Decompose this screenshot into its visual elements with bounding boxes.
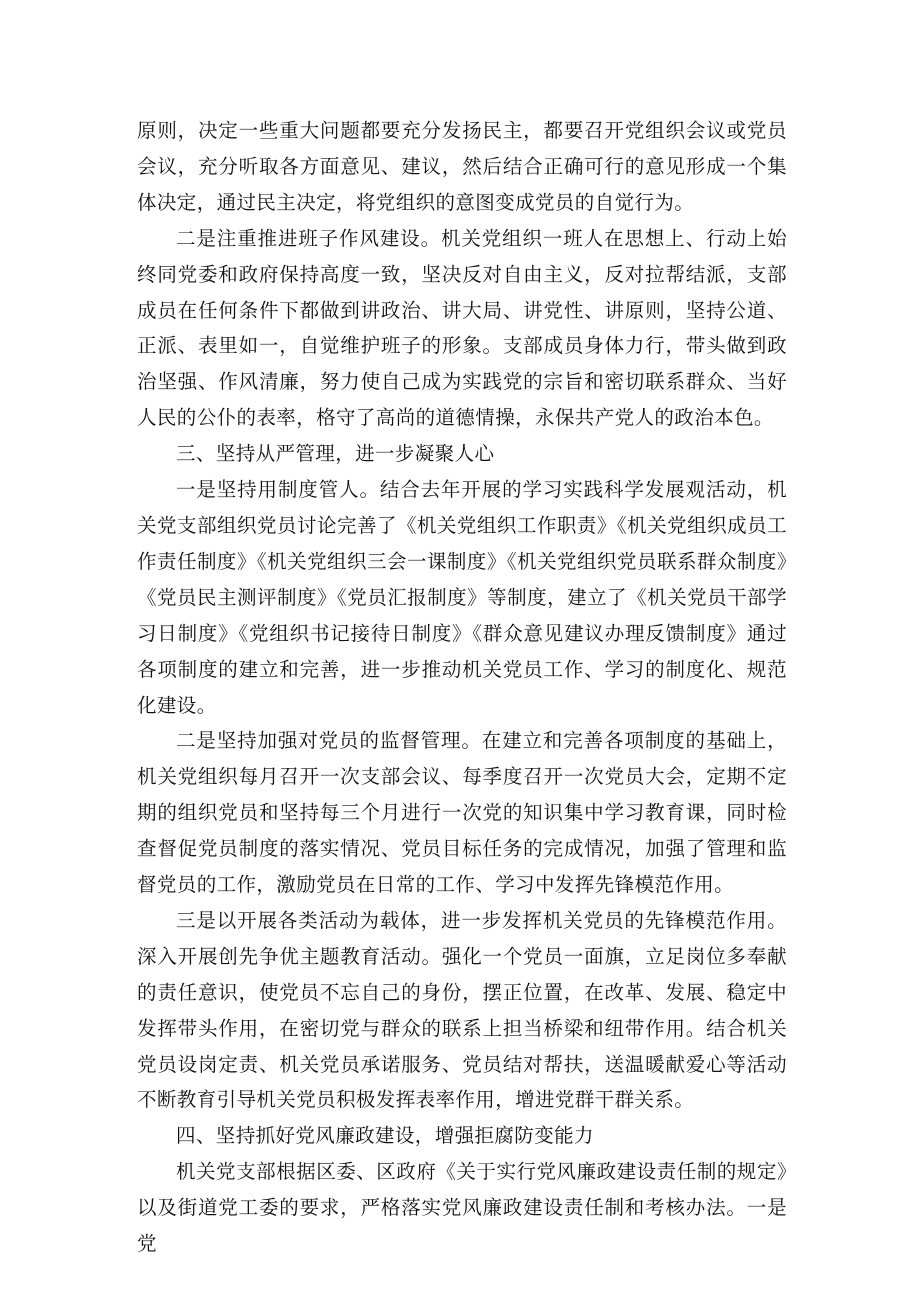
section-heading-clean-government: 四、坚持抓好党风廉政建设，增强拒腐防变能力 — [176, 1124, 594, 1148]
paragraph-supervision: 二是坚持加强对党员的监督管理。在建立和完善各项制度的基础上，机关党组织每月召开一次支部会议、每季度召开一次党员大会，定期不定期的组织党员和坚持每三个月进行一次党的知识集中学习教育课，同时检查督促党员制度的落实情况、党员目标任务的完成情况，加强了管理和监督党员的工作，激励党员在日常的工作、学习中发挥先锋模范作用。 — [137, 729, 787, 897]
paragraph-continuation: 原则，决定一些重大问题都要充分发扬民主，都要召开党组织会议或党员会议，充分听取各方面意见、建议，然后结合正确可行的意见形成一个集体决定，通过民主决定，将党组织的意图变成党员的自觉行为。 — [137, 119, 787, 214]
paragraph-responsibility-system: 机关党支部根据区委、区政府《关于实行党风廉政建设责任制的规定》以及街道党工委的要求，严格落实党风廉政建设责任制和考核办法。一是党 — [137, 1160, 787, 1256]
paragraph-activities: 三是以开展各类活动为载体，进一步发挥机关党员的先锋模范作用。深入开展创先争优主题教育活动。强化一个党员一面旗，立足岗位多奉献的责任意识，使党员不忘自己的身份，摆正位置，在改革、发展、稳定中发挥带头作用，在密切党与群众的联系上担当桥梁和纽带作用。结合机关党员设岗定责、机关党员承诺服务、党员结对帮扶，送温暖献爱心等活动不断教育引导机关党员积极发挥表率作用，增进党群干群关系。 — [137, 908, 787, 1112]
section-heading-strict-management: 三、坚持从严管理，进一步凝聚人心 — [176, 442, 495, 466]
document-body — [137, 113, 787, 1262]
paragraph-team-style: 二是注重推进班子作风建设。机关党组织一班人在思想上、行动上始终同党委和政府保持高度一致，坚决反对自由主义，反对拉帮结派，支部成员在任何条件下都做到讲政治、讲大局、讲党性、讲原则，坚持公道、正派、表里如一，自觉维护班子的形象。支部成员身体力行，带头做到政治坚强、作风清廉，努力使自己成为实践党的宗旨和密切联系群众、当好人民的公仆的表率，格守了高尚的道德情操，永保共产党人的政治本色。 — [137, 226, 787, 430]
paragraph-system-management: 一是坚持用制度管人。结合去年开展的学习实践科学发展观活动，机关党支部组织党员讨论完善了《机关党组织工作职责》《机关党组织成员工作责任制度》《机关党组织三会一课制度》《机关党组织党员联系群众制度》《党员民主测评制度》《党员汇报制度》等制度，建立了《机关党员干部学习日制度》《党组织书记接待日制度》《群众意见建议办理反馈制度》通过各项制度的建立和完善，进一步推动机关党员工作、学习的制度化、规范化建设。 — [137, 478, 787, 717]
